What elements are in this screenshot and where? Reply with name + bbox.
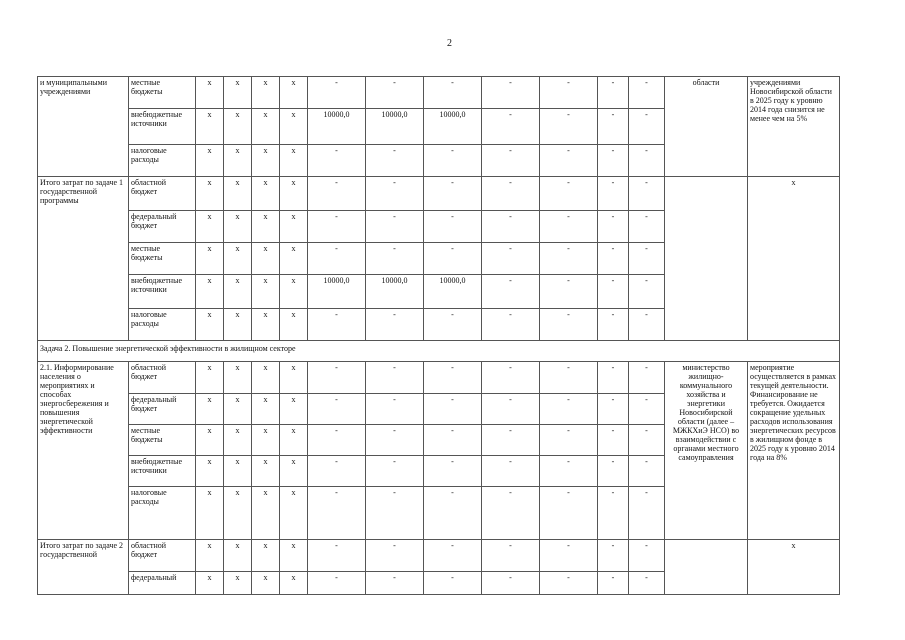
value-cell: - (540, 362, 598, 394)
value-cell: - (308, 145, 366, 177)
x-cell: x (196, 211, 224, 243)
value-cell: - (598, 394, 629, 425)
x-cell: x (224, 109, 252, 145)
value-cell: - (540, 540, 598, 572)
table-row (38, 177, 840, 211)
funding-source: местные бюджеты (129, 243, 196, 275)
table-body (38, 77, 840, 595)
x-cell: x (252, 425, 280, 456)
funding-source: внебюджетные источники (129, 456, 196, 487)
value-cell: - (482, 456, 540, 487)
row-group-label: и муниципальными учреждениями (38, 77, 129, 177)
value-cell: - (424, 394, 482, 425)
value-cell: - (308, 425, 366, 456)
x-cell: x (280, 109, 308, 145)
x-cell: x (280, 177, 308, 211)
value-cell: - (482, 145, 540, 177)
value-cell: - (308, 487, 366, 540)
responsible-cell (665, 540, 748, 595)
value-cell: - (598, 211, 629, 243)
value-cell: - (482, 243, 540, 275)
x-cell: x (224, 572, 252, 595)
value-cell: - (629, 487, 665, 540)
x-cell: x (224, 456, 252, 487)
value-cell: - (424, 243, 482, 275)
x-cell: x (252, 145, 280, 177)
value-cell: - (482, 540, 540, 572)
value-cell: - (598, 540, 629, 572)
x-cell: x (280, 540, 308, 572)
x-cell: x (252, 77, 280, 109)
task-title: Задача 2. Повышение энергетической эффективности в жилищном секторе (38, 341, 840, 362)
value-cell: - (598, 243, 629, 275)
x-cell: x (252, 243, 280, 275)
row-group-label: Итого затрат по задаче 2 государственной (38, 540, 129, 595)
x-cell: x (224, 394, 252, 425)
funding-source: федеральный (129, 572, 196, 595)
value-cell: - (424, 456, 482, 487)
value-cell: - (540, 572, 598, 595)
value-cell: - (482, 309, 540, 341)
table-row (38, 77, 840, 109)
value-cell: - (424, 540, 482, 572)
value-cell: 10000,0 (308, 109, 366, 145)
value-cell: - (482, 362, 540, 394)
value-cell: - (424, 177, 482, 211)
responsible-cell: области (665, 77, 748, 177)
funding-source: областной бюджет (129, 177, 196, 211)
result-cell: учреждениями Новосибирской области в 2025 году к уровню 2014 года снизится не менее чем на 5% (748, 77, 840, 177)
value-cell: - (598, 572, 629, 595)
value-cell: - (482, 109, 540, 145)
value-cell: - (629, 540, 665, 572)
x-cell: x (252, 540, 280, 572)
value-cell: - (598, 362, 629, 394)
value-cell: - (629, 145, 665, 177)
value-cell: - (629, 425, 665, 456)
x-cell: x (196, 177, 224, 211)
x-cell: x (280, 275, 308, 309)
value-cell: - (540, 77, 598, 109)
x-cell: x (196, 394, 224, 425)
value-cell: - (366, 394, 424, 425)
value-cell: - (629, 275, 665, 309)
value-cell: - (366, 425, 424, 456)
x-cell: x (224, 487, 252, 540)
x-cell: x (224, 425, 252, 456)
value-cell: - (540, 456, 598, 487)
value-cell: 10000,0 (366, 275, 424, 309)
x-cell: x (280, 572, 308, 595)
value-cell: - (366, 177, 424, 211)
funding-source: налоговые расходы (129, 309, 196, 341)
x-cell: x (224, 275, 252, 309)
x-cell: x (224, 362, 252, 394)
value-cell: - (424, 425, 482, 456)
table-row (38, 362, 840, 394)
value-cell: - (308, 540, 366, 572)
value-cell: - (540, 394, 598, 425)
value-cell: - (424, 362, 482, 394)
value-cell: - (424, 487, 482, 540)
funding-source: внебюджетные источники (129, 109, 196, 145)
value-cell: - (540, 275, 598, 309)
value-cell: - (629, 394, 665, 425)
value-cell: - (482, 394, 540, 425)
value-cell: - (629, 177, 665, 211)
value-cell: - (598, 425, 629, 456)
x-cell: x (280, 487, 308, 540)
responsible-cell: министерство жилищно-коммунального хозяйства и энергетики Новосибирской области (далее – МЖКХиЭ НСО) во взаимодействии с органами местного самоуправления (665, 362, 748, 540)
value-cell: - (629, 243, 665, 275)
value-cell: - (598, 145, 629, 177)
task-row (38, 341, 840, 362)
table-row (38, 540, 840, 572)
value-cell: - (540, 109, 598, 145)
value-cell: - (540, 425, 598, 456)
value-cell: - (482, 425, 540, 456)
funding-source: федеральный бюджет (129, 211, 196, 243)
x-cell: x (280, 243, 308, 275)
x-cell: x (196, 487, 224, 540)
funding-source: федеральный бюджет (129, 394, 196, 425)
value-cell: - (366, 145, 424, 177)
value-cell: - (629, 309, 665, 341)
x-cell: x (280, 394, 308, 425)
value-cell: - (598, 456, 629, 487)
value-cell: - (482, 177, 540, 211)
value-cell: - (366, 211, 424, 243)
value-cell: - (540, 243, 598, 275)
funding-source: местные бюджеты (129, 77, 196, 109)
value-cell: - (308, 77, 366, 109)
value-cell: - (540, 145, 598, 177)
value-cell: - (366, 77, 424, 109)
funding-source: внебюджетные источники (129, 275, 196, 309)
result-cell: мероприятие осуществляется в рамках текущей деятельности. Финансирование не требуется. Ожидается сокращение удельных расходов использования энергетических ресурсов в жилищном фонде в 2025 году к уровню 2014 года на 8% (748, 362, 840, 540)
x-cell: x (196, 145, 224, 177)
value-cell: - (424, 309, 482, 341)
x-cell: x (252, 177, 280, 211)
x-cell: x (280, 211, 308, 243)
x-cell: x (196, 309, 224, 341)
value-cell: - (424, 572, 482, 595)
x-cell: x (224, 77, 252, 109)
value-cell: - (629, 572, 665, 595)
x-cell: x (252, 211, 280, 243)
x-cell: x (252, 362, 280, 394)
value-cell: - (629, 362, 665, 394)
value-cell: - (308, 394, 366, 425)
result-cell: x (748, 177, 840, 341)
value-cell: - (308, 211, 366, 243)
x-cell: x (280, 425, 308, 456)
x-cell: x (280, 77, 308, 109)
row-group-label: Итого затрат по задаче 1 государственной программы (38, 177, 129, 341)
funding-source: местные бюджеты (129, 425, 196, 456)
value-cell: - (308, 456, 366, 487)
x-cell: x (196, 425, 224, 456)
value-cell: - (424, 145, 482, 177)
funding-source: областной бюджет (129, 362, 196, 394)
value-cell: - (366, 540, 424, 572)
page-number: 2 (447, 38, 452, 49)
x-cell: x (280, 145, 308, 177)
value-cell: - (540, 177, 598, 211)
x-cell: x (196, 540, 224, 572)
value-cell: - (629, 109, 665, 145)
x-cell: x (252, 309, 280, 341)
value-cell: - (308, 309, 366, 341)
funding-source: налоговые расходы (129, 145, 196, 177)
x-cell: x (224, 145, 252, 177)
value-cell: - (598, 275, 629, 309)
funding-source: налоговые расходы (129, 487, 196, 540)
x-cell: x (252, 275, 280, 309)
row-group-label: 2.1. Информирование населения о мероприятиях и способах энергосбережения и повышения энергетической эффективности (38, 362, 129, 540)
value-cell: - (540, 211, 598, 243)
value-cell: - (366, 456, 424, 487)
value-cell: - (482, 275, 540, 309)
value-cell: - (424, 77, 482, 109)
x-cell: x (252, 487, 280, 540)
x-cell: x (280, 362, 308, 394)
value-cell: - (598, 487, 629, 540)
value-cell: - (540, 487, 598, 540)
value-cell: 10000,0 (424, 275, 482, 309)
x-cell: x (224, 211, 252, 243)
x-cell: x (196, 456, 224, 487)
value-cell: - (540, 309, 598, 341)
value-cell: - (308, 243, 366, 275)
program-table (37, 76, 840, 595)
x-cell: x (196, 77, 224, 109)
value-cell: - (598, 309, 629, 341)
value-cell: - (629, 211, 665, 243)
x-cell: x (224, 540, 252, 572)
value-cell: - (366, 243, 424, 275)
value-cell: - (308, 177, 366, 211)
x-cell: x (252, 572, 280, 595)
x-cell: x (224, 309, 252, 341)
x-cell: x (224, 177, 252, 211)
x-cell: x (252, 456, 280, 487)
value-cell: 10000,0 (366, 109, 424, 145)
x-cell: x (196, 362, 224, 394)
x-cell: x (252, 109, 280, 145)
value-cell: - (366, 572, 424, 595)
value-cell: - (308, 572, 366, 595)
x-cell: x (196, 109, 224, 145)
value-cell: - (482, 487, 540, 540)
value-cell: - (598, 109, 629, 145)
x-cell: x (224, 243, 252, 275)
x-cell: x (280, 456, 308, 487)
value-cell: - (482, 572, 540, 595)
x-cell: x (280, 309, 308, 341)
value-cell: - (482, 211, 540, 243)
x-cell: x (252, 394, 280, 425)
responsible-cell (665, 177, 748, 341)
funding-source: областной бюджет (129, 540, 196, 572)
value-cell: 10000,0 (424, 109, 482, 145)
value-cell: - (366, 362, 424, 394)
value-cell: - (366, 309, 424, 341)
value-cell: - (629, 456, 665, 487)
value-cell: - (366, 487, 424, 540)
value-cell: - (629, 77, 665, 109)
x-cell: x (196, 572, 224, 595)
value-cell: - (424, 211, 482, 243)
value-cell: 10000,0 (308, 275, 366, 309)
x-cell: x (196, 243, 224, 275)
x-cell: x (196, 275, 224, 309)
result-cell: x (748, 540, 840, 595)
value-cell: - (598, 177, 629, 211)
value-cell: - (598, 77, 629, 109)
value-cell: - (308, 362, 366, 394)
value-cell: - (482, 77, 540, 109)
